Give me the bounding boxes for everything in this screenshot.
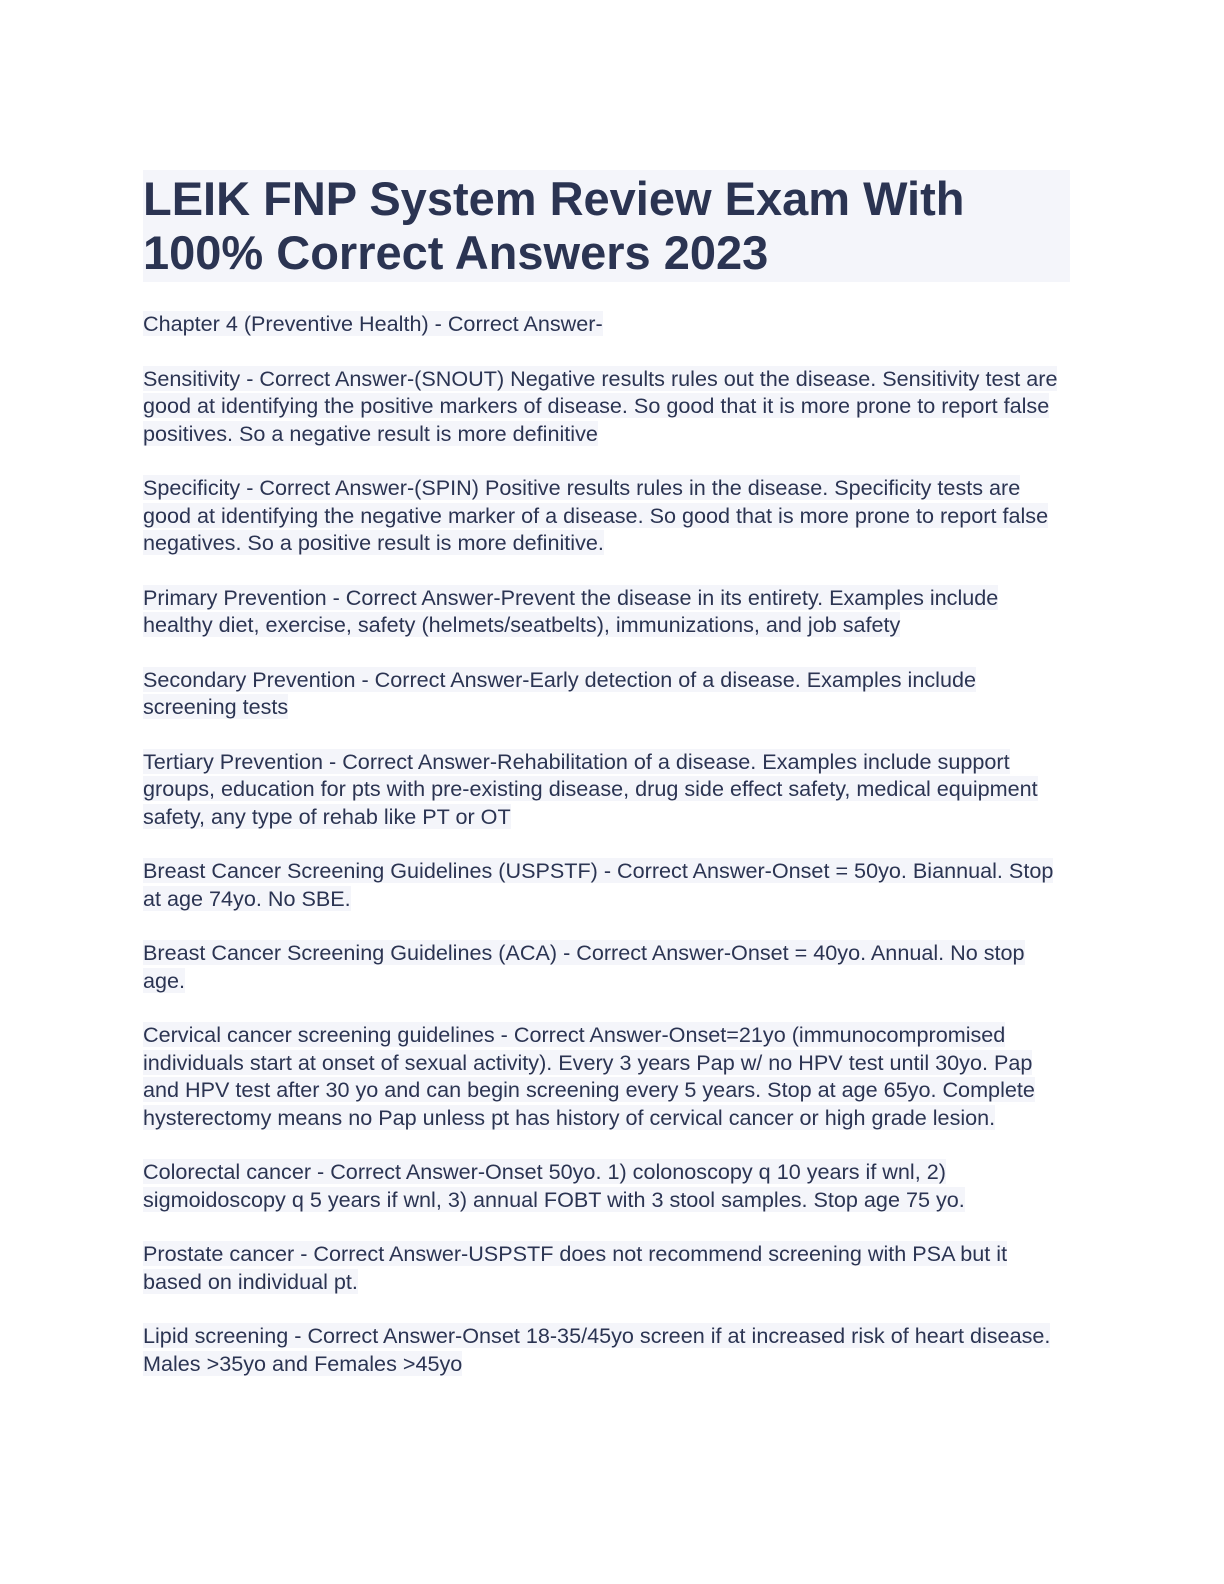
paragraph-text: Lipid screening - Correct Answer-Onset 18-35/45yo screen if at increased risk of heart disease. Males >35yo and Females >45yo — [143, 1323, 1051, 1376]
paragraph-cervical — [143, 1021, 1070, 1131]
paragraph-colorectal — [143, 1158, 1070, 1213]
paragraph-text: Breast Cancer Screening Guidelines (ACA) - Correct Answer-Onset = 40yo. Annual. No stop age. — [143, 940, 1025, 993]
paragraph-text: Colorectal cancer - Correct Answer-Onset 50yo. 1) colonoscopy q 10 years if wnl, 2) sigmoidoscopy q 5 years if wnl, 3) annual FOBT with 3 stool samples. Stop age 75 yo. — [143, 1159, 965, 1212]
paragraph-lipid — [143, 1322, 1070, 1377]
paragraph-sensitivity — [143, 365, 1070, 448]
paragraph-text: Cervical cancer screening guidelines - Correct Answer-Onset=21yo (immunocompromised individuals start at onset of sexual activity). Every 3 years Pap w/ no HPV test until 30yo. Pap and HPV test after 30 yo and can begin screening every 5 years. Stop at age 65yo. Complete hysterectomy means no Pap unless pt has history of cervical cancer or high grade lesion. — [143, 1022, 1035, 1130]
paragraph-prostate — [143, 1240, 1070, 1295]
document-title: LEIK FNP System Review Exam With 100% Correct Answers 2023 — [143, 170, 1070, 282]
paragraph-primary-prevention — [143, 584, 1070, 639]
paragraph-tertiary-prevention — [143, 748, 1070, 831]
paragraph-text: Breast Cancer Screening Guidelines (USPSTF) - Correct Answer-Onset = 50yo. Biannual. Stop at age 74yo. No SBE. — [143, 858, 1054, 911]
paragraph-breast-aca — [143, 939, 1070, 994]
document-body — [143, 170, 1070, 1377]
paragraph-specificity — [143, 474, 1070, 557]
paragraph-text: Secondary Prevention - Correct Answer-Early detection of a disease. Examples include screening tests — [143, 666, 976, 719]
paragraph-secondary-prevention — [143, 666, 1070, 721]
paragraph-breast-uspstf — [143, 857, 1070, 912]
paragraph-text: Tertiary Prevention - Correct Answer-Rehabilitation of a disease. Examples include support groups, education for pts with pre-existing disease, drug side effect safety, medical equipment safety, any type of rehab like PT or OT — [143, 748, 1038, 829]
paragraph-text: Chapter 4 (Preventive Health) - Correct Answer- — [143, 311, 603, 336]
paragraph-chapter-heading — [143, 310, 1070, 338]
paragraph-text: Prostate cancer - Correct Answer-USPSTF does not recommend screening with PSA but it based on individual pt. — [143, 1241, 1008, 1294]
paragraph-text: Primary Prevention - Correct Answer-Prevent the disease in its entirety. Examples include healthy diet, exercise, safety (helmets/seatbelts), immunizations, and job safety — [143, 584, 999, 637]
paragraph-text: Specificity - Correct Answer-(SPIN) Positive results rules in the disease. Specificity tests are good at identifying the negative marker of a disease. So good that is more prone to report false negatives. So a positive result is more definitive. — [143, 475, 1049, 555]
paragraph-text: Sensitivity - Correct Answer-(SNOUT) Negative results rules out the disease. Sensitivity test are good at identifying the positive markers of disease. So good that it is more prone to report false positives. So a negative result is more definitive — [143, 365, 1058, 446]
